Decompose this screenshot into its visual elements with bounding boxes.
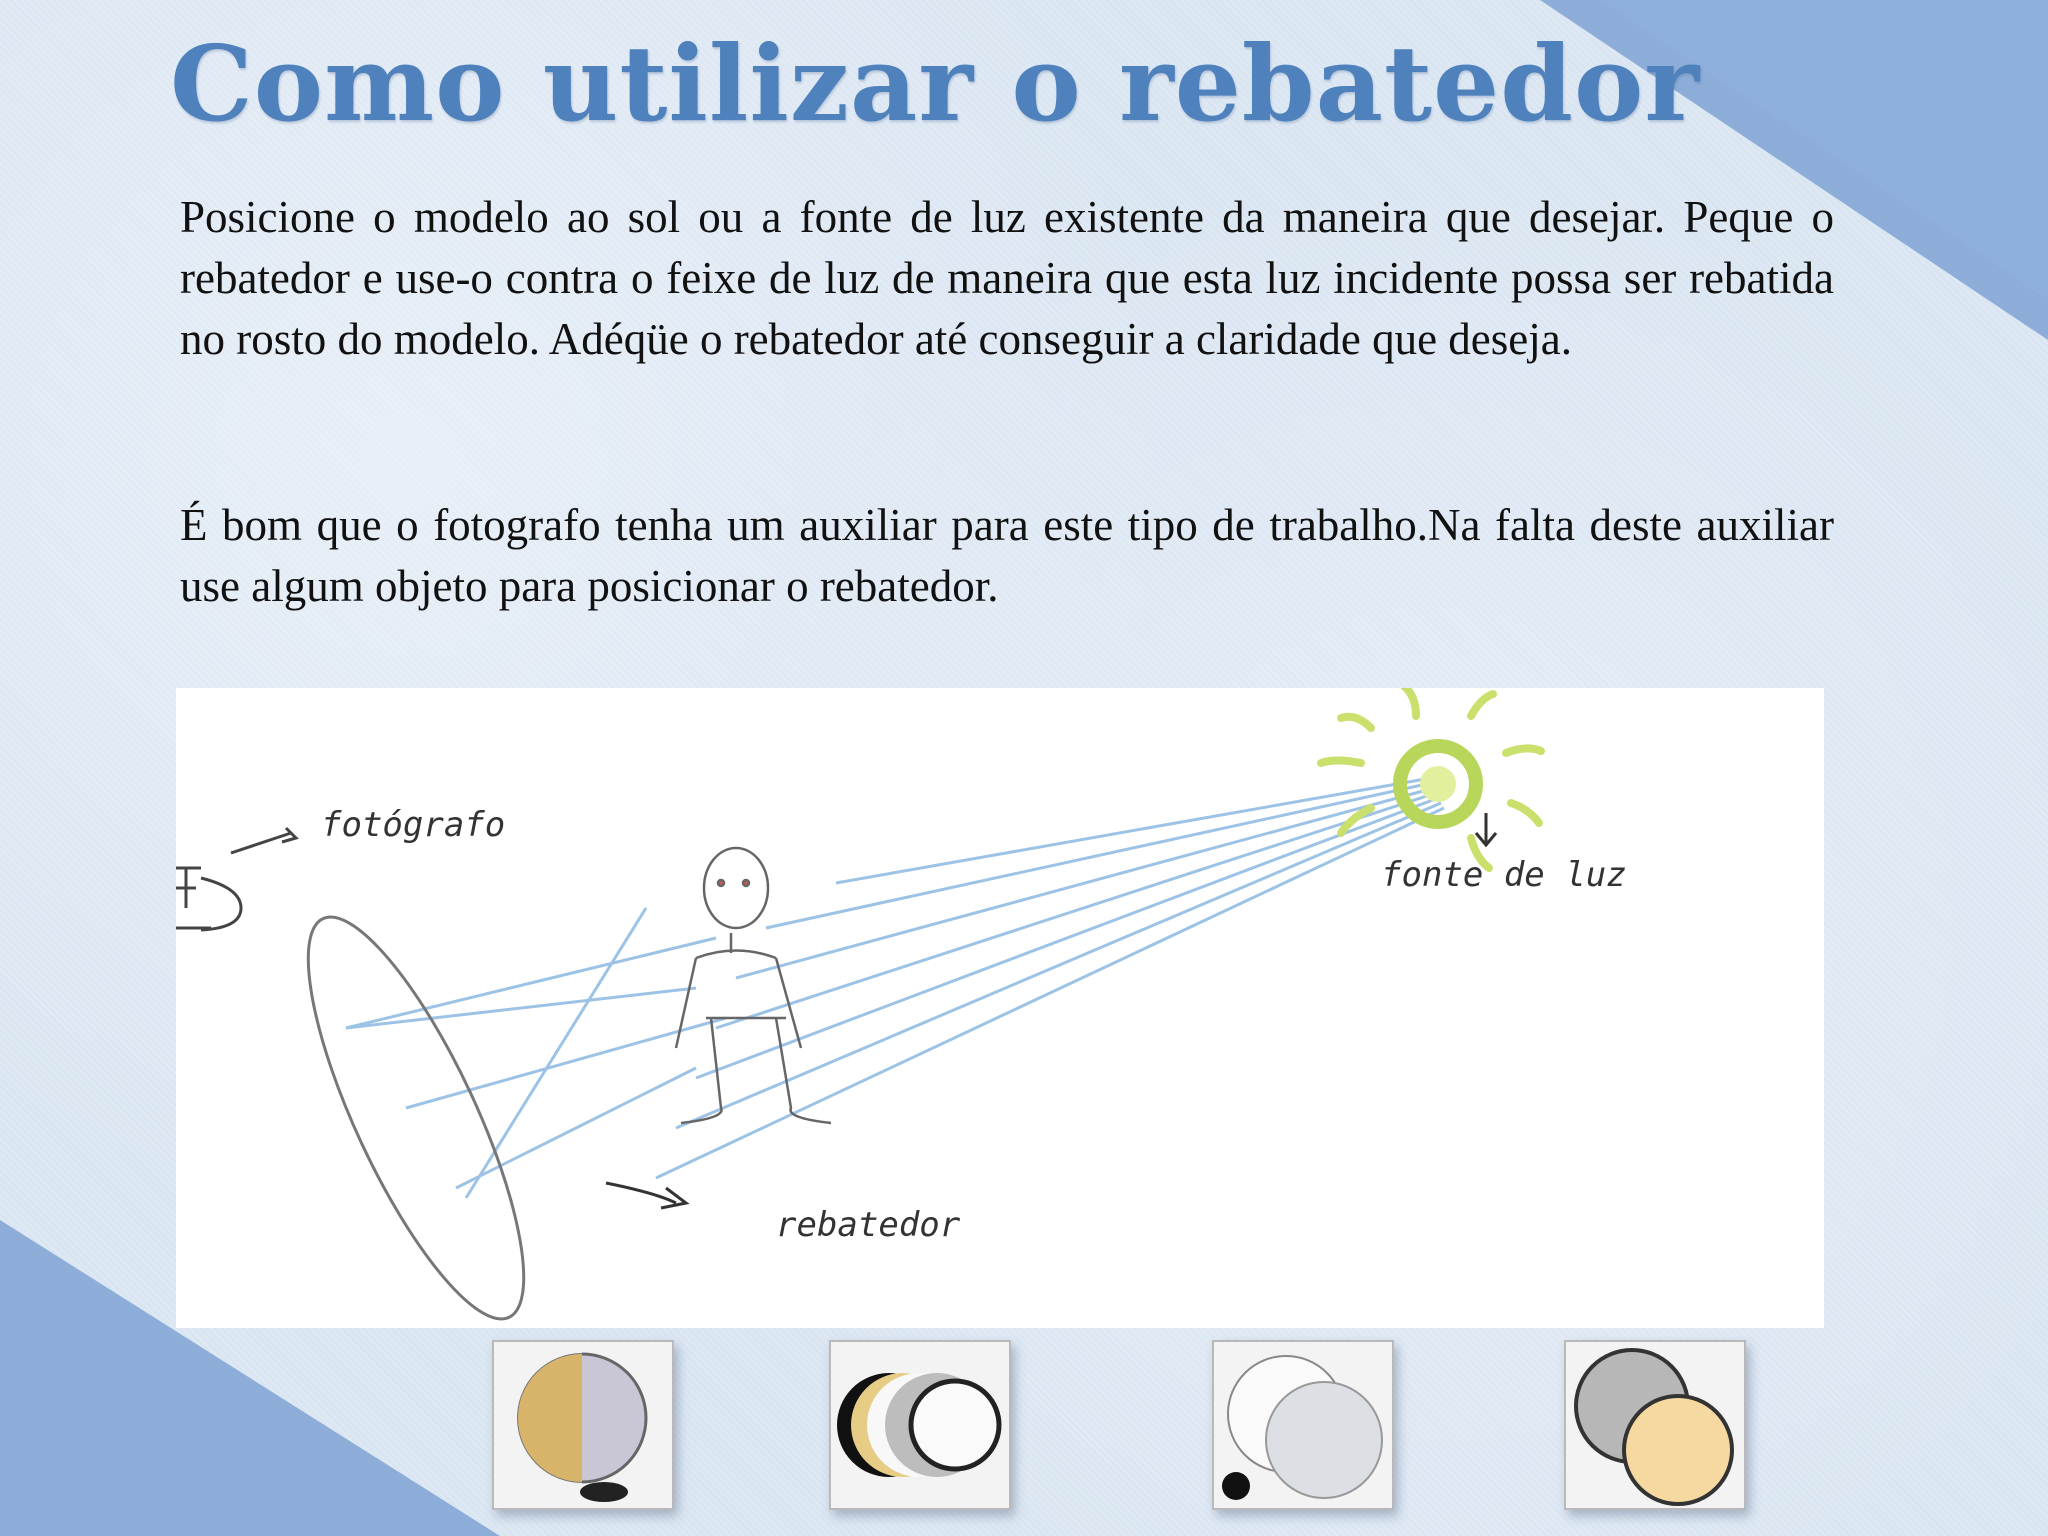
camera-icon (176, 828, 296, 930)
instruction-paragraph: Posicione o modelo ao sol ou a fonte de luz existente da maneira que desejar. Peque o rebatedor e use-o contra o feixe de luz de maneira que esta luz incidente possa ser rebatida no rosto do modelo. Adéqüe o rebatedor até conseguir a claridade que deseja. (180, 192, 1834, 364)
light-source-label: fonte de luz (1381, 855, 1627, 895)
reflector-umbrella-thumbnail (492, 1340, 674, 1510)
reflector-umbrella-icon (494, 1342, 672, 1508)
slide-title: Como utilizar o rebatedor (170, 22, 1701, 145)
reflector-discs-thumbnail (829, 1340, 1011, 1510)
reflector-silver-gold-icon (1566, 1342, 1744, 1508)
reflector-label: rebatedor (776, 1205, 961, 1245)
model-figure (676, 848, 831, 1123)
reflector-white-discs-icon (1214, 1342, 1392, 1508)
assistant-paragraph: É bom que o fotografo tenha um auxiliar para este tipo de trabalho.Na falta deste auxiliar use algum objeto para posicionar o rebatedor. (180, 500, 1834, 611)
reflector-silver-gold-thumbnail (1564, 1340, 1746, 1510)
reflector-white-discs-thumbnail (1212, 1340, 1394, 1510)
reflector-diagram (176, 688, 1824, 1328)
reflector-discs-icon (831, 1342, 1009, 1508)
photographer-label: fotógrafo (321, 805, 506, 845)
light-rays (346, 778, 1444, 1198)
